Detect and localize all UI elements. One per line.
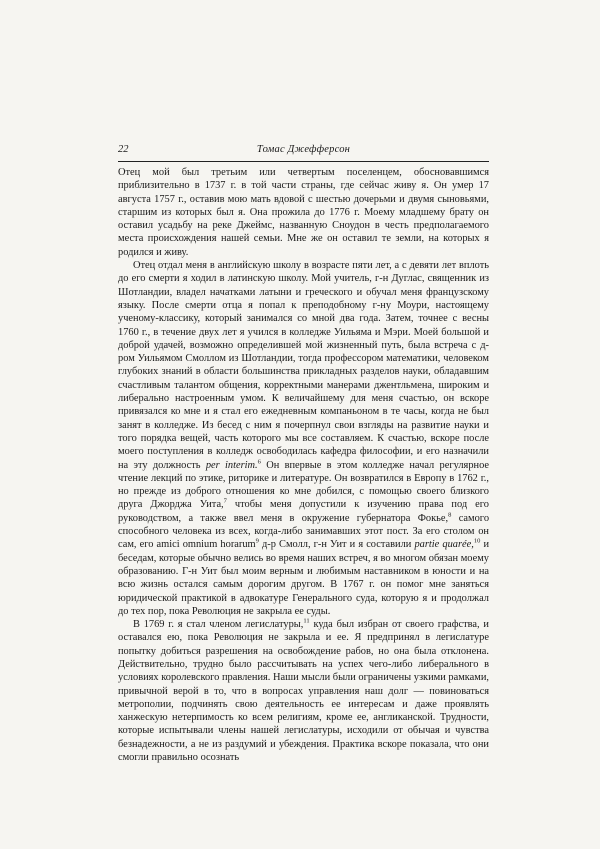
paragraph-1 (118, 166, 489, 259)
running-title: Томас Джефферсон (256, 144, 351, 155)
footnote-ref-9: 9 (255, 537, 259, 545)
footnote-ref-7: 7 (223, 497, 227, 505)
paragraph-2-part-1: Отец отдал меня в английскую школу в возрасте пяти лет, а с девяти лет вплоть до его смерти я ходил в латинскую школу. Мой учитель, г-н Дуглас, священник из Шотландии, владел начатками латыни и греческого и обучал меня французскому языку. После смерти отца я попал к преподобному г-ну Моури, настоящему ученому-классику, который занимался со мной два года. Затем, точнее с весны 1760 г., в течение двух лет я учился в колледже Уильяма и Мэри. Моей большой и доброй удачей, возможно определившей мой жизненный путь, была встреча с д-ром Уильямом Смоллом из Шотландии, тогда профессором математики, человеком глубоких знаний в области большинства прикладных разделов науки, обладавшим счастливым талантом общения, корректными манерами джентльмена, широким и либерально настроенным умом. К величайшему для меня счастью, он вскоре привязался ко мне и я стал его ежедневным компаньоном в те часы, когда не был занят в колледже. Из бесед с ним я почерпнул свои взгляды на развитие науки и того порядка вещей, часть которого мы все составляем. К счастью, вскоре после моего поступления в колледж освободилась кафедра философии, и его назначили на эту должность (118, 260, 489, 471)
footnote-ref-8: 8 (448, 511, 452, 519)
paragraph-3-part-2: куда был избран от своего графства, и оставался ею, пока Революция не закрыла и ее. Я предпринял в легислатуре попытку добиться разрешения на освобождение рабов, но она была отклонена. Действительно, трудно было рассчитывать на успех чего-либо либерального в условиях королевского правления. Наши мысли были ограничены узкими рамками, привычной верой в то, что в вопросах управления наш долг — повиноваться метрополии, подчинять свою деятельность ее интересам и даже проявлять ханжескую нетерпимость ко всем религиям, кроме ее, англиканской. Трудности, которые испытывали члены нашей легислатуры, исходили от обычая и чувства безнадежности, а не из раздумий и убеждения. Практика вскоре показала, что они смогли правильно осознать (118, 619, 490, 764)
paragraph-2-italic-2: partie quarée, (414, 539, 474, 551)
paragraph-2-italic-1: per interim. (205, 459, 258, 471)
page-number: 22 (118, 144, 129, 155)
body-text (118, 166, 489, 764)
paragraph-2-part-6: и беседам, которые обычно велись во время наших встреч, я во многом обязан моему образованию. Г-н Уит был моим верным и любимым наставником в юности и на всю жизнь остался самым дорогим другом. В 1767 г. он помог мне заняться юридической практикой в адвокатуре Генерального суда, которую я и продолжал до тех пор, пока Революция не закрыла ее суды. (118, 539, 489, 617)
paragraph-2-part-3: чтобы меня допустили к изучению права под его руководством, а также ввел меня в окружение губернатора Фокье, (118, 499, 489, 524)
footnote-ref-10: 10 (473, 537, 481, 545)
footnote-ref-6: 6 (257, 458, 261, 466)
paragraph-2-part-2: Он впервые в этом колледже начал регулярное чтение лекций по этике, риторике и литературе. Он возвратился в Европу в 1762 г., но прежде из доброго отношения ко мне добился, с помощью своего близкого друга Джорджа Уита, (118, 459, 490, 511)
paragraph-3-part-1: В 1769 г. я стал членом легислатуры, (133, 619, 304, 631)
paragraph-2 (118, 259, 489, 618)
page-header (118, 144, 489, 160)
footnote-ref-11: 11 (303, 617, 310, 625)
paragraph-2-part-5: д-р Смолл, г-н Уит и я составили (258, 539, 415, 551)
header-rule (118, 161, 489, 162)
paragraph-1-text: Отец мой был третьим или четвертым поселенцем, обосновавшимся приблизительно в 1737 г. в той части страны, где сейчас живу я. Он умер 17 августа 1757 г., оставив мою мать вдовой с шестью дочерьми и двумя сыновьями, старшим из которых был я. Она прожила до 1776 г. Моему младшему брату он оставил усадьбу на реке Джеймс, названную Сноудон в честь предполагаемого места происхождения нашей семьи. Мне же он оставил те земли, на которых я родился и живу. (118, 167, 489, 258)
paragraph-3 (118, 618, 489, 764)
paragraph-2-part-4: самого способного человека из всех, когда-либо занимавших этот пост. За его столом он сам, его amici omnium horarum (118, 512, 490, 551)
